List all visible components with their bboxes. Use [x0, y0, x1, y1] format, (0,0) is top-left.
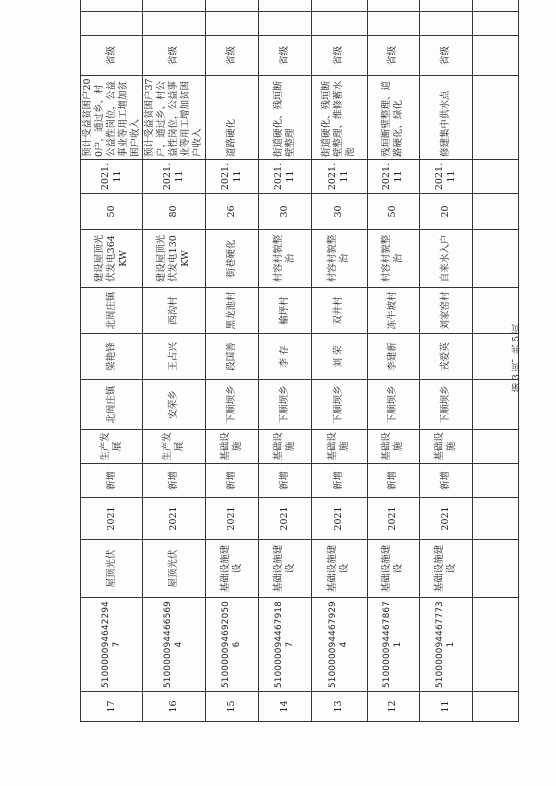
table-cell: 15 — [205, 692, 258, 722]
table-body — [81, 0, 519, 722]
table-cell: 戎爱英 — [419, 334, 472, 380]
table-cell — [143, 0, 205, 12]
table-cell: 2021 — [367, 498, 419, 540]
table-cell: 生产发展 — [81, 430, 143, 464]
table-cell: 5100000944679294 — [311, 598, 367, 692]
table-cell: 自来水入户 — [419, 230, 472, 288]
table-row — [311, 0, 367, 722]
table-cell: 李建新 — [367, 334, 419, 380]
table-cell — [472, 12, 518, 36]
table-cell: 2021.11 — [311, 160, 367, 194]
table-cell — [143, 12, 205, 36]
table-cell: 2021.11 — [367, 160, 419, 194]
table-cell: 屋顶光伏 — [81, 540, 143, 598]
table-cell: 黑龙池村 — [205, 288, 258, 334]
table-cell: 基础设施建设 — [419, 540, 472, 598]
table-row — [81, 0, 143, 722]
table-cell — [472, 598, 518, 692]
table-cell: 2021.11 — [143, 160, 205, 194]
table-cell: 基础设施 — [205, 430, 258, 464]
table-cell: 梁艳锋 — [81, 334, 143, 380]
table-cell: 14 — [258, 692, 311, 722]
table-cell — [367, 12, 419, 36]
table-cell — [472, 498, 518, 540]
table-cell: 省级 — [367, 36, 419, 76]
table-cell — [472, 692, 518, 722]
table-cell: 安荣乡 — [143, 380, 205, 430]
table-cell: 5100000946422947 — [81, 598, 143, 692]
table-cell: 村容村貌整治 — [311, 230, 367, 288]
table-cell: 2021.11 — [258, 160, 311, 194]
table-cell: 下顺坝乡 — [258, 380, 311, 430]
table-cell: 街道硬化、残垣断壁整理 — [258, 76, 311, 160]
table-cell: 基础设施建设 — [367, 540, 419, 598]
table-cell: 刘家窑村 — [419, 288, 472, 334]
table-cell: 下顺坝乡 — [419, 380, 472, 430]
table-cell — [472, 160, 518, 194]
table-cell: 村容村貌整治 — [258, 230, 311, 288]
table-cell: 2021.11 — [419, 160, 472, 194]
table-cell — [472, 430, 518, 464]
table-cell: 新增 — [367, 464, 419, 498]
table-cell: 基础设施 — [419, 430, 472, 464]
table-cell — [311, 0, 367, 12]
table-row — [205, 0, 258, 722]
table-cell: 2021 — [81, 498, 143, 540]
table-cell: 2021 — [258, 498, 311, 540]
table-cell: 生产发展 — [143, 430, 205, 464]
table-cell: 基础设施 — [367, 430, 419, 464]
table-cell: 26 — [205, 194, 258, 230]
table-cell: 新增 — [205, 464, 258, 498]
table-cell: 5100000944678671 — [367, 598, 419, 692]
table-cell: 残垣断壁整理、道路硬化、绿化 — [367, 76, 419, 160]
table-cell: 16 — [143, 692, 205, 722]
table-cell: 17 — [81, 692, 143, 722]
table-cell: 5100000944679187 — [258, 598, 311, 692]
table-cell: 12 — [367, 692, 419, 722]
table-cell: 街道硬化、残垣断壁整理、维修蓄水池 — [311, 76, 367, 160]
table-row — [258, 0, 311, 722]
table-cell: 双井村 — [311, 288, 367, 334]
table-cell: 50 — [81, 194, 143, 230]
table-cell: 预计受益贫困户200户，通过乡、村公益性岗位，公益事业等用工增加贫困户收入 — [81, 76, 143, 160]
table-cell: 80 — [143, 194, 205, 230]
table-cell — [472, 76, 518, 160]
table-cell: 王占兴 — [143, 334, 205, 380]
table-cell: 屋顶光伏 — [143, 540, 205, 598]
table-cell: 5100000944665694 — [143, 598, 205, 692]
table-cell: 省级 — [419, 36, 472, 76]
table-cell: 李 存 — [258, 334, 311, 380]
table-cell: 新增 — [258, 464, 311, 498]
table-cell: 下顺坝乡 — [367, 380, 419, 430]
page-footer: 第 3 页，共 5 页 — [512, 324, 522, 392]
table-cell — [419, 12, 472, 36]
table-cell: 基础设施 — [258, 430, 311, 464]
table-cell: 下顺坝乡 — [311, 380, 367, 430]
table-cell — [472, 194, 518, 230]
table-cell — [472, 230, 518, 288]
table-cell: 西沟村 — [143, 288, 205, 334]
table-cell — [258, 12, 311, 36]
table-cell — [367, 0, 419, 12]
table-cell — [311, 12, 367, 36]
table-cell — [419, 0, 472, 12]
table-cell: 村容村貌整治 — [367, 230, 419, 288]
project-table — [80, 0, 519, 722]
table-cell: 北周庄镇 — [81, 288, 143, 334]
table-cell: 30 — [258, 194, 311, 230]
table-cell — [81, 0, 143, 12]
table-cell: 新增 — [311, 464, 367, 498]
table-cell: 基础设施建设 — [258, 540, 311, 598]
table-cell: 榆坪村 — [258, 288, 311, 334]
table-cell — [258, 0, 311, 12]
table-cell: 基础设施 — [311, 430, 367, 464]
table-cell: 省级 — [311, 36, 367, 76]
table-cell — [472, 36, 518, 76]
table-cell: 预计受益贫困户37户，通过乡、村公益性岗位，公益事业等用工增加贫困户收入 — [143, 76, 205, 160]
table-cell: 修建集中供水点 — [419, 76, 472, 160]
table-cell: 刘 荣 — [311, 334, 367, 380]
rotated-table-wrapper — [80, 46, 504, 722]
table-cell — [205, 12, 258, 36]
table-cell: 道路硬化 — [205, 76, 258, 160]
table-cell: 2021.11 — [81, 160, 143, 194]
table-cell: 冻牛坡村 — [367, 288, 419, 334]
table-cell: 30 — [311, 194, 367, 230]
table-cell — [472, 0, 518, 12]
table-cell: 2021 — [143, 498, 205, 540]
table-cell: 省级 — [81, 36, 143, 76]
table-cell: 街巷硬化 — [205, 230, 258, 288]
table-cell: 建设屋顶光伏发电130KW — [143, 230, 205, 288]
table-cell: 2021 — [205, 498, 258, 540]
table-cell: 5100000946920506 — [205, 598, 258, 692]
table-cell — [472, 464, 518, 498]
table-cell: 2021.11 — [205, 160, 258, 194]
table-cell: 北周庄镇 — [81, 380, 143, 430]
table-cell: 新增 — [419, 464, 472, 498]
table-cell: 段国善 — [205, 334, 258, 380]
table-cell: 13 — [311, 692, 367, 722]
table-row — [367, 0, 419, 722]
table-cell: 省级 — [205, 36, 258, 76]
table-cell: 新增 — [143, 464, 205, 498]
table-cell: 50 — [367, 194, 419, 230]
table-cell: 2021 — [311, 498, 367, 540]
table-cell: 2021 — [419, 498, 472, 540]
table-cell: 省级 — [143, 36, 205, 76]
table-cell: 下顺坝乡 — [205, 380, 258, 430]
table-cell — [81, 12, 143, 36]
table-cell: 基础设施建设 — [311, 540, 367, 598]
table-cell: 省级 — [258, 36, 311, 76]
table-cell: 11 — [419, 692, 472, 722]
table-row — [143, 0, 205, 722]
table-row — [419, 0, 472, 722]
table-cell: 基础设施建设 — [205, 540, 258, 598]
table-cell: 5100000944677731 — [419, 598, 472, 692]
table-cell: 20 — [419, 194, 472, 230]
table-cell — [472, 540, 518, 598]
table-cell: 建设屋顶光伏发电364KW — [81, 230, 143, 288]
table-cell — [205, 0, 258, 12]
table-cell: 新增 — [81, 464, 143, 498]
